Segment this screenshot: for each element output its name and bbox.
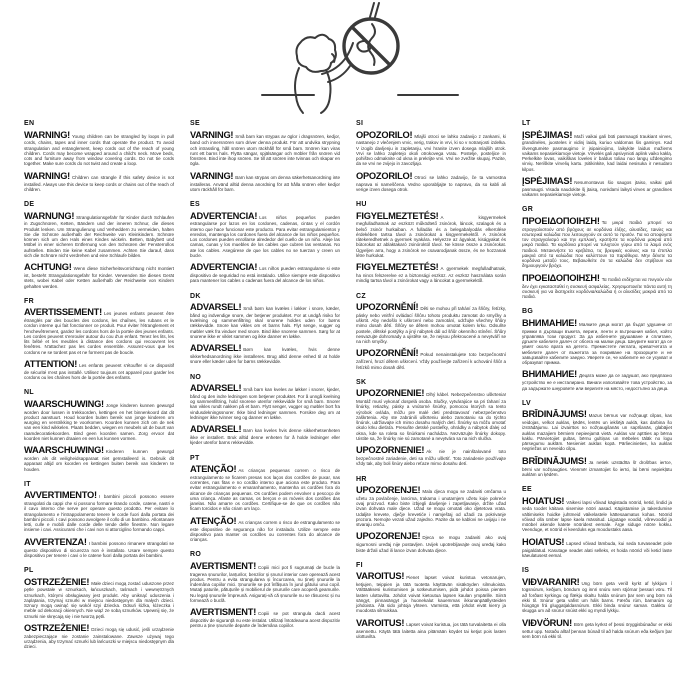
warning-paragraph xyxy=(190,464,340,512)
language-code: GR xyxy=(522,206,534,214)
warning-title: UPOZORENJE! xyxy=(356,531,421,542)
warning-text: As crianças pequenas correm o risco de estrangulamento se ficarem presas nos laços dos cordões de puxar, nas correntes, nas fitas e no cordão interno que aciona este produto. Para evitar estrangulamento e emaranhamento, mantenha os cordões fora do alcance de crianças pequenas. Os cordões podem envolver o pescoço de uma criança. Afaste as camas, os berços e os móveis dos cordões das janelas. Não amarre os cordões. Certifique-se de que os cordões não ficam torcidos e não criam um laço. xyxy=(190,468,340,512)
warning-paragraph xyxy=(522,618,672,639)
language-code: IS xyxy=(522,567,530,574)
warning-title: AVERTISSEMENT! xyxy=(24,307,102,318)
language-code: BG xyxy=(522,308,534,316)
child-cord-prohibition-illustration xyxy=(256,2,464,116)
warning-text: Små barn kan kveles av løkker i snorer, kjeder, bånd og den indre ledningen som betjener produktet. For å unngå kvelning og sammenfiltring, hold snorene utenfor rekkevidde for små barn. Snorer kan vikles rundt nakken på et barn. Flytt senger, vugger og møbler bort fra vindusdekningssnorer. Ikke bind ledninger sammen. Forsikre deg om at ledninger ikke tvinner seg og danner en løkke. xyxy=(190,387,340,420)
warning-text: Малките деца могат да бъдат удушени от примки в дърпащи въжета, вериги, ленти и вътрешния кабел, който управлява този продукт. За да избегнете удушаване и сплитане, дръжте кабелите далеч от обсега на малки деца. Шнурите могат да се увият около врата на детето. Преместете леглата, креватчетата и мебелите далеч от въжетата за покриване на прозорците и не завързвайте кабелите заедно. Уверете се, че кабелите не се усукват и образуват примка. xyxy=(522,321,672,366)
language-code: RO xyxy=(190,551,202,559)
column-2 xyxy=(190,120,340,638)
warning-title: ADVARSEL! xyxy=(190,343,242,354)
warning-title: ADVARSEL! xyxy=(190,302,242,312)
warning-text: Małe dzieci mogą zostać uduszone przez pętle powstałe w sznurkach, łańcuszkach, taśmach i wewnętrznych sznurkach, którymi obsługiwany jest produkt. Aby uniknąć uduszenia i zaplątania, trzymaj sznurki w miejscu niedostępnym dla małych dzieci. Sznury mogą owinąć się wokół szyi dziecka. Odsuń łóżka, łóżeczka i meble od dekoracji okiennych. Nie wiąż ze sobą sznurków. Upewnij się, że sznurki nie skręcają się i nie tworzą pętli. xyxy=(24,580,174,619)
warning-paragraph xyxy=(24,537,174,558)
language-code: DE xyxy=(24,201,35,208)
warning-text: Los niños pueden estrangularse si este dispositivo de seguridad no está instalado. Utilice siempre este dispositivo para mantener los cables o cadenas fuera del alcance de los niños. xyxy=(190,266,340,284)
section-se xyxy=(190,120,340,192)
warning-title: WARNING! xyxy=(24,129,71,140)
column-4 xyxy=(522,120,672,648)
section-it xyxy=(24,481,174,558)
warning-paragraph xyxy=(24,262,174,289)
warning-title: WARNUNG! xyxy=(24,210,75,221)
warning-text: Mazus bērnus var nožņaugt cilpas, kas veidojas, velkot auklas, ķēdēs, lentēs un iekšējā auklā, kas darbina šo izstrādājumu. Lai izvairītos no nožņaugšanās un sapīšanās, glabājiet auklas mazajiem bērniem nepieejamā vietā. Auklas var aptīties ap bērna kaklu. Pārvietojiet gultas, bērnu gultiņas un mēbeles tālāk no logu pārsegumu auklām. Nesieniet auklas kopā. Pārliecinieties, ka auklas negriežas un neveido cilpu. xyxy=(522,413,672,452)
section-fr xyxy=(24,298,174,381)
language-code: FI xyxy=(356,561,363,569)
column-1 xyxy=(24,120,174,659)
warning-paragraph xyxy=(356,445,506,466)
warning-text: Ak nie je nainštalované toto bezpečnostné zariadenie, deti sa môžu uškrtiť. Toto zariadenie používajte vždy tak, aby boli šnúry alebo reťaze mimo dosahu detí. xyxy=(356,449,506,467)
language-code: SK xyxy=(356,378,367,386)
warning-text: Mala djeca mogu se zadaviti omčama u užetu za povlačenje, lancima, trakama i unutarnjem užetu koje pokreće ovaj proizvod. Kako biste izbjegli davljenje i zapetljavanje, držite užad izvan dohvata male djece. Užad se mogu omotati oko djetetova vrata. Udaljite krevete, dječje krevetiće i namještaj od užadi za pokrivanje prozora. Nemojte vezati užad zajedno. Pazite da se kablovi ne uvijaju i ne stvaraju omču. xyxy=(356,489,506,528)
warning-text: Dzieci mogą się udusić, jeśli urządzenie zabezpieczające nie zostanie zainstalowane. Zawsze używaj tego urządzenia, aby trzymać sznurki lub łańcuszki w miejscu niedostępnym dla dzieci. xyxy=(24,626,174,650)
warning-title: UPOZORNENIE! xyxy=(356,388,425,399)
warning-title: ΠΡΟΕΙΔΟΠΟΙΗΣΗ! xyxy=(522,272,600,283)
section-nl xyxy=(24,389,174,472)
warning-paragraph xyxy=(24,577,174,619)
warning-title: UPOZORNĚNÍ! xyxy=(356,348,419,359)
warning-text: Lapsed võivad lämbuda, kui seda turvaseadet pole paigaldatud. Kasutage seadet alati selleks, et hoida nöörid või ketid laste käeulatusest eemal. xyxy=(522,540,672,558)
section-is xyxy=(522,567,672,639)
warning-paragraph xyxy=(24,130,174,167)
warning-title: WAARSCHUWING! xyxy=(24,445,104,456)
warning-text: Mlajši otroci se lahko zadavijo z zankami, ki nastanejo z vlečenjem vrvic, verig, trakov in vrvi, ki so v notranjosti izdelka. V izogib davljenju in zapletanju, vrvi hranite izven dosega mlajših otrok. Vrvi se lahko zapletejo okoli otrokovega vratu. Postelje, posteljice in pohištvo odmaknite od okna in prekrijte vrvi. Vrvi ne zvežite skupaj. Pazite, da se vrvi ne zvijejo in zavozljajo. xyxy=(356,133,506,167)
warning-title: ATENÇÃO! xyxy=(190,515,237,526)
warning-title: ĮSPĖJIMAS! xyxy=(522,129,573,140)
warning-title: ACHTUNG! xyxy=(24,262,72,273)
language-code: HR xyxy=(356,475,367,483)
warning-paragraph xyxy=(522,577,672,614)
warning-title: FIGYELMEZTETÉS! xyxy=(356,210,439,221)
warning-paragraph xyxy=(190,561,340,603)
column-3 xyxy=(356,120,506,648)
warning-title: AVVERTIMENTO! xyxy=(24,490,97,501)
warning-paragraph xyxy=(190,171,340,192)
warning-text: Djeca se mogu zadaviti ako ovaj sigurnosni uređaj nije postavljen. Uvijek upotrebljavajte ovaj uređaj kako biste držali užad ili lance izvan dohvata djece. xyxy=(356,535,506,553)
section-ee xyxy=(522,486,672,558)
warning-title: ADVARSEL! xyxy=(190,424,242,435)
warning-paragraph xyxy=(356,618,506,639)
warning-paragraph xyxy=(190,607,340,628)
warning-text: Los niños pequeños pueden estrangularse por lazos en los cordones, cadenas, cintas y el cordón interno que hace funcionar este producto. Para evitar estrangulamientos y enredos, mantenga los cordones fuera del alcance de los niños pequeños. Los cordones pueden enrollarse alrededor del cuello de un niño. Aleje las camas, cunas y los muebles de los cables que cubren las ventanas. No ate los cables. Asegúrese de que los cables no se tuerzan y creen un bucle. xyxy=(190,214,340,258)
child-head xyxy=(296,35,335,72)
warning-text: A kisgyermekek megfulladhatnak az eszközt működtető zsinórok, láncok, szalagok és a belső zsinór hurkaiban. A fulladás és a belegabalyodás elkerülése érdekében tartsa távol a zsinórokat a kisgyermekektől. A zsinórok rátekeredhetnek a gyermek nyakára. Helyezze az ágyakat, kiságyakat és bútorokat az ablaktakaró zsinóroktól távol. Ne kösse össze a zsinórokat. Ügyeljen arra, hogy a zsinórok ne csavarodjanak össze, és ne hozzanak létre hurkokat. xyxy=(356,214,506,258)
warning-text: Maži vaikai gali būti pasmaugti traukiant virves, grandinėles, juosteles ir vidinį laidą, kuriuo valdomas šis gaminys. Kad išvengtumėte pasmaugimo ir įsipainiojimo, laikykite laidus mažiems vaikams nepasiekiamoje vietoje. Virvelės gali apsivynioti aplink vaiko kaklą. Perkelkite lovas, vaikiškas loveles ir baldus toliau nuo langų uždengimo virvių. Neriškite virvelių kartu. Įsitikinkite, kad laidai nesisuka ir nesudaro kilpos. xyxy=(522,133,672,172)
warning-paragraph xyxy=(356,171,506,192)
warning-title: VARNING! xyxy=(190,170,234,181)
language-code: EN xyxy=(24,120,35,127)
warning-text: Otroci se lahko zadavijo, če ta varnostna naprava ni nameščena. Vedno uporabljajte to napravo, da so kabli ali verige izven dosega otrok. xyxy=(356,174,506,192)
warning-title: AVERTISMENT! xyxy=(190,607,257,618)
warning-text: Copiii mici pot fi sugrumați de bucle la tragerea șnururilor, lanțurilor, benzilor și șnurul interior care operează acest produs. Pentru a evita strangularea și încurcarea, nu țineți șnururile la îndemâna copiilor mici. Șnururile se pot înfășura în jurul gâtului unui copil. Mutați paturile, pătuțurile și mobilierul de șnururile care acoperă geamurile. Nu legați șnururile împreună. Asigurați-vă că șnururile nu se răsucesc și nu formează o buclă. xyxy=(190,564,340,603)
language-code: EE xyxy=(522,486,532,493)
warning-paragraph xyxy=(522,130,672,172)
section-fi xyxy=(356,562,506,639)
section-sk xyxy=(356,379,506,467)
warning-title: ATENÇÃO! xyxy=(190,464,237,474)
section-en xyxy=(24,120,174,192)
warning-text: Barn kan kveles hvis denne sikkerhetsenheten ikke er installert. Bruk alltid denne enheten for å holde ledninger eller kjeder utenfor barns rekkevidde. xyxy=(190,428,340,446)
warning-title: ĮSPĖJIMAS! xyxy=(522,175,573,186)
warning-text: Les jeunes enfants peuvent être étranglés par des boucles des cordons, les chaînes, les rubans et le cordon interne qui fait fonctionner ce produit. Pour éviter l'étranglement et l'enchevêtrement, gardez les cordons hors de la portée des jeunes enfants. Les cordes peuvent s'enrouler autour du cou d'un enfant. Tenez les lits, les lits bébé et les meubles à distance des cordons qui recouvrent les fenêtres. N'attachez pas les cordes ensemble. Assurez-vous que les cordons ne se tordent pas et ne forment pas de boucle. xyxy=(24,311,174,355)
language-code: PL xyxy=(24,567,34,574)
section-lt xyxy=(522,120,672,197)
language-code: SI xyxy=(356,120,364,127)
warning-text: Ja netiek uzstādīta šī drošības ierīce, bērni var nožņaugties. Vienmēr izmantojiet šo ierīci, lai bērni nepiekļūtu auklām un ķēdēm. xyxy=(522,459,672,477)
language-code: SE xyxy=(190,120,200,127)
language-code: HU xyxy=(356,201,367,208)
warning-title: UPOZORNĚNÍ! xyxy=(356,302,419,312)
warning-text: Ung börn geta verið kyrkt af lykkjum í togsnúrum, keðjum, böndum og innri snúru sem stjórnar þessari vöru. Til að forðast kyrkingu og flækju skaltu halda snúrum þar sem ung börn ná ekki til. Snúrur geta vafist um háls barns. Færðu rúm, barnarúm og húsgögn frá gluggatjaldasnúrum. Ekki binda snúrur saman. Gakktu úr skugga um að snúrur snúist ekki og myndi lykkju. xyxy=(522,580,672,614)
warning-paragraph xyxy=(190,130,340,167)
warning-title: ADVERTENCIA! xyxy=(190,262,258,273)
warning-title: WARNING! xyxy=(24,170,71,181)
warning-text: Copiii se pot strangula dacă acest dispozitiv de siguranță nu este instalat. Utilizați întotdeauna acest dispozitiv pentru a ține șnururile departe de îndemâna copiilor. xyxy=(190,611,340,629)
warning-text: Jonge kinderen kunnen gewurgd worden door lussen in trekkoorden, kettingen en het binnenkoord dat dit product aanstuurt. Houd koorden buiten bereik van jonge kinderen om wurging en verstrikking te voorkomen. Koorden kunnen zich om de nek van een kind wikkelen. Plaats bedden, wiegen en meubels uit de buurt van raamdecoratiekoorden. Bind geen koorden samen. Zorg ervoor dat koorden niet kunnen draaien en een lus kunnen vormen. xyxy=(24,402,174,441)
warning-paragraph xyxy=(356,571,506,613)
language-code: NO xyxy=(190,373,202,381)
warning-text: Små børn kan kvæles i løkker i snore, kæder, bånd og indvendige snore, der betjener produktet. For at undgå risiko for kvælning og sammenfiltring skal snorene holdes uden for børns rækkevidde. Snore kan vikles om et barns hals. Flyt senge, vugger og møbler væk fra vinduer med snore. Bind ikke snorene sammen. Sørg for at snorene ikke er viklet sammen og ikke danner en løkke. xyxy=(190,306,340,339)
warning-title: ВНИМАНИЕ! xyxy=(522,317,578,328)
warning-title: VARNING! xyxy=(190,129,234,140)
warning-title: HOIATUS! xyxy=(522,495,565,506)
child-body xyxy=(295,68,331,113)
warning-title: VAROITUS! xyxy=(356,617,405,628)
warning-paragraph xyxy=(356,211,506,259)
section-de xyxy=(24,201,174,289)
warning-text: Lapset voivat kuristua, jos tätä turvalaitetta ei olla asennettu. Käytä tätä laitetta aina pitämään köydet tai ketjut pois lasten ulottuvilta. xyxy=(356,621,506,639)
language-code: LT xyxy=(522,120,531,127)
warning-paragraph xyxy=(356,302,506,344)
section-hr xyxy=(356,476,506,553)
warning-paragraph xyxy=(356,262,506,283)
warning-paragraph xyxy=(190,516,340,543)
warning-text: I bambini possono rimanere strangolati se questo dispositivo di sicurezza non è installato. Usare sempre questo dispositivo per tenere i cavi o le catene fuori dalla portata dei bambini. xyxy=(24,540,174,558)
section-dk xyxy=(190,293,340,365)
warning-title: WAARSCHUWING! xyxy=(24,398,104,409)
warning-text: Les enfants peuvent s'étouffer si ce dispositif de sécurité n'est pas installé. Utilisez toujours cet appareil pour garder les cordons ou les chaînes hors de la portée des enfants. xyxy=(24,362,174,380)
warning-paragraph xyxy=(522,318,672,366)
warning-paragraph xyxy=(24,171,174,192)
warning-text: Väikesi lapsi võivad kägistada nöörid, ketid, lindid ja seda toodet käitava sisemise nööri aasad. Kägistamise ja takerdumise vältimiseks hoidke juhtmeid väikelastele kättesaamatus kohas. Nöörid võivad olla ümber lapse kaela mässitud. Liigutage voodid, võrevoodid ja mööbel akende katete nööridest eemale. Ärge siduge nööre kokku. Veenduge, et nöörid ei keerduks ega moodustaks aasa. xyxy=(522,499,672,533)
warning-title: ΠΡΟΕΙΔΟΠΟΙΗΣΗ! xyxy=(522,215,600,226)
warning-paragraph xyxy=(24,490,174,532)
language-code: CZ xyxy=(356,292,366,300)
warning-paragraph xyxy=(190,343,340,364)
warning-title: BRĪDINĀJUMS! xyxy=(522,409,587,420)
warning-title: UPOZORENJE! xyxy=(356,485,421,495)
warning-text: Nesumontavus šio saugos įtaiso, vaikai gali pasmaugti. Visada naudokite šį įtaisą, norėdami laikyti virves ar grandines vaikams nepasiekiamoje vietoje. xyxy=(522,179,672,197)
warning-title: ADVERTENCIA! xyxy=(190,210,258,221)
warning-text: As crianças correm o risco de estrangulamento se este dispositivo de segurança não for instalado. Utilize sempre este dispositivo para manter os cordões ou correntes fora do alcance de crianças. xyxy=(190,519,340,542)
warning-paragraph xyxy=(24,623,174,650)
warning-title: OPOZORILO! xyxy=(356,129,413,140)
warning-text: Strangulationsgefahr für Kinder durch Schlaufen in Zugschnüren, Ketten, Bändern und der inneren Schnur, die dieses Produkt lenken. Um Strangulierung und Verheddern zu vermeiden, halten Sie die Schnüre außerhalb der Reichweite von Kleinkindern. Schnüre können sich um den Hals eines Kindes wickeln. Betten, Babybett und Möbel in einer sicheren Entfernung von den Schnüren der Fensterrollos aufstellen. Binden Sie keine Kabel zusammen. Achten Sie darauf, dass sich die Schnüre nicht verdrehen und eine Schlaufe bilden. xyxy=(24,214,174,258)
section-es xyxy=(190,201,340,284)
language-code: PT xyxy=(190,454,200,462)
warning-title: VIÐVARANIR! xyxy=(522,576,580,587)
warning-paragraph xyxy=(190,383,340,420)
warning-paragraph xyxy=(522,273,672,300)
section-lv xyxy=(522,400,672,477)
warning-text: Děti se mohou při tahání za šňůry, řetízky, pásky nebo vnitřní ovládací šňůru tohoto produktu zamotat do smyčky a uškrtit. Aby nedošlo k uškrcení nebo zamotání, udržujte všechny šňůry mimo dosah dětí. Šňůry se dětem mohou omotat kolem krku. Odsuňte postele, dětské postýlky a jiný nábytek dál od šňůr okenního stínění. Šňůry nesvazujte dohromady a ujistěte se, že nejsou překroucené a nevytváří se na nich smyčky. xyxy=(356,306,506,345)
warning-title: OSTRZEŻENIE! xyxy=(24,576,90,587)
warning-paragraph xyxy=(522,496,672,533)
warning-title: OPOZORILO! xyxy=(356,170,413,181)
warning-title: BRĪDINĀJUMS! xyxy=(522,455,587,466)
warning-title: VAROITUS! xyxy=(356,571,405,582)
warning-title: ADVARSEL! xyxy=(190,383,242,393)
warning-text: Dlhý kábel. Nebezpečenstvo uškrtenia! Montáž musí vykonať dospelá osoba. Slučky, vytvárajúce sa pri ťahaní za šnúrky, retiazky, pásky a vnútorné šnúrky, pomocou ktorých sa tento výrobok ovláda, môžu pre malé deti predstavovať nebezpečenstvo zaškrtenia. Aby ste zabránili uškrteniu alebo zamotaniu sa do týchto šnúrok, udržiavajte ich mimo dosahu malých detí. Šnúrky sa môžu omotať okolo krku dieťaťa. Presuňte detské postieľky, ohrádky a nábytok ďalej od okna, kde sa roleta so šnúrkami nachádza. Nezväzujte šnúrky dokopy. Uistite sa, že šnúrky nie sú zamotané a nevytvára sa na nich slučka. xyxy=(356,392,506,441)
warning-title: OSTRZEŻENIE! xyxy=(24,622,90,633)
warning-paragraph xyxy=(356,130,506,167)
section-si xyxy=(356,120,506,192)
warning-text: Children can strangle if this safety device is not installed. Always use this device to keep cords or chains out of the reach of children. xyxy=(24,174,174,192)
language-code: LV xyxy=(522,399,532,407)
cord xyxy=(370,3,379,17)
section-gr xyxy=(522,206,672,299)
warning-text: Young children can be strangled by loops in pull cords, chains, tapes and inner cords that operate the product. To avoid strangulation and entanglement, keep cords out of the reach of young children. Cords may become wrapped around a child's neck. Move beds, cots and furniture away from window covering cords. Do not tie cords together. Make sure cords do not twist and create a loop. xyxy=(24,133,174,167)
warning-text: Pienet lapset voivat kuristua vetonarujen, ketjujen, teippien ja tätä tuotetta käyttävän sisäköyden silmukoista. Välttääksesi kuristumisen ja sotkeutumisen, pidä johdot poissa pienten lasten ulottuvilta. Johdot voivat kietoutua lapsen kaulan ympärille. Siirrä sängyt, pinnasängyt ja huonekalut kauemmas ikkunanpäällysteiden johdoista. Älä sido johtoja yhteen. Varmista, että johdot eivät kierry ja muodosta silmukkaa. xyxy=(356,575,506,614)
warning-title: AVVERTENZA! xyxy=(24,536,87,547)
warning-text: A gyermekek megfulladhatnak, ha nincs felszerelve ez a biztonsági eszköz. Az eszköz használata során mindig tartsa távol a zsinórokat vagy a láncokat a gyermekektől. xyxy=(356,266,506,284)
warning-text: Τα μικρά παιδιά μπορεί να στραγγαλιστούν από βρόχους σε κορδόνια έλξης, αλυσίδες, ταινίες και εσωτερικά καλώδια που λειτουργούν σε αυτό το προϊόν. Για να αποφύγετε τον στραγγαλισμό και την εμπλοκή, κρατήστε τα κορδόνια μακριά από μικρά παιδιά. Τα κορδόνια μπορεί να τυλιχτούν γύρω από το λαιμό ενός παιδιού. Μετακινήστε τα κρεβάτια, τις βρεφικές κούνιες και τα έπιπλα μακριά από τα καλώδια που καλύπτουν τα παράθυρα. Μην δένετε τα κορδόνια μεταξύ τους. Βεβαιωθείτε ότι τα καλώδια δεν στρίβουν και δημιουργούν βρόχο. xyxy=(522,219,672,269)
warning-text: Wenn diese Sicherheitsvorrichtung nicht montiert ist, besteht Strangulationsgefahr für Kinder. Verwenden Sie dieses Gerät stets, wobei Kabel oder Ketten außerhalb der Reichweite von Kindern gehalten werden. xyxy=(24,266,174,289)
warning-paragraph xyxy=(190,424,340,445)
warning-text: Децата може да се задушат, ако предпазно устройство не е инсталирано. Винаги използвайте това устройство, за да задържате шнуровете или веригите на място, недостъпно за деца. xyxy=(522,373,672,391)
warning-title: UPOZORNENIE! xyxy=(356,445,425,456)
warning-paragraph xyxy=(190,302,340,339)
section-ro xyxy=(190,551,340,628)
language-code: DK xyxy=(190,292,201,300)
warning-paragraph xyxy=(522,176,672,197)
warning-title: FIGYELMEZTETÉS! xyxy=(356,262,439,273)
warning-paragraph xyxy=(522,456,672,477)
warning-paragraph xyxy=(190,262,340,283)
warning-paragraph xyxy=(24,399,174,441)
warning-text: Pokud nenainstalujete toto bezpečnostní zařízení, hrozí dětem uškrcení. Vždy používejte zařízení k uchování šňůr a řetízků mimo dosah dětí. xyxy=(356,352,506,370)
warning-paragraph xyxy=(24,211,174,259)
warning-paragraph xyxy=(522,216,672,269)
warning-text: Små barn kan strypas av öglor i dragsnören, kedjor, band och innersnören som driver denna produkt. För att undvika strypning och intrassling, håll snören utom räckhåll för små barn. Snören kan viras runt ett barns hals. Flytta sängar, spjälsängar och möbler från snören vid fönstren. Bind inte ihop snören. Se till att snören inte tvinnas och skapar en ögla. xyxy=(190,133,340,167)
warning-paragraph xyxy=(522,369,672,390)
warning-text: Börn geta kyrkst ef þessi öryggisbúnaður er ekki settur upp. Notaðu alltaf þennan búnað til að halda snúrum eða keðjum þar sem börn ná ekki til. xyxy=(522,621,672,639)
warning-title: ВНИМАНИЕ! xyxy=(522,369,578,380)
warning-text: Børn kan kvæles, hvis denne sikkerhedsanordning ikke installeres. Brug altid denne enhed til at holde snore eller kæder uden for børns rækkevidde. xyxy=(190,347,340,365)
columns xyxy=(24,120,690,659)
warning-paragraph xyxy=(522,537,672,558)
warning-title: HOIATUS! xyxy=(522,536,565,547)
warning-title: VIÐVÖRUN! xyxy=(522,617,572,628)
warning-paragraph xyxy=(356,531,506,552)
section-hu xyxy=(356,201,506,284)
warning-text: Kinderen kunnen gewurgd worden als dit veiligheidsapparaat niet geïnstalleerd is. Gebruik dit apparaat altijd om koorden en kettingen buiten bereik van kinderen te houden. xyxy=(24,449,174,472)
section-pt xyxy=(190,455,340,543)
warning-title: ATTENTION! xyxy=(24,358,78,369)
language-code: ES xyxy=(190,201,200,208)
language-code: FR xyxy=(24,297,34,305)
language-code: IT xyxy=(24,480,31,488)
warning-paragraph xyxy=(356,485,506,527)
warning-text: I bambini piccoli possono essere strangolati da cappi che si possono formare tirando corde, catene, nastri e il cavo interno che serve per operare questo prodotto. Per evitare lo strangolamento e l'intrappolamento tenere le corde fuori dalla portata dei bambini piccoli. I cavi possono avvolgere il collo di un bambino. Allontanare letti, culle e mobili dalle corde delle tende delle finestre. Non legare insieme i cavi. Assicurarsi che i cavi non si attorciglino formando cappi. xyxy=(24,494,174,533)
warning-text: Barn kan strypas om denna säkerhetsanordning inte installeras. Använd alltid denna anordning för att hålla snören eller kedjor utom räckhåll för barn. xyxy=(190,174,340,192)
warning-paragraph xyxy=(356,348,506,369)
section-pl xyxy=(24,567,174,650)
warning-paragraph xyxy=(24,445,174,472)
warning-paragraph xyxy=(190,211,340,259)
warning-paragraph xyxy=(522,409,672,451)
warning-paragraph xyxy=(24,359,174,380)
section-bg xyxy=(522,308,672,391)
warning-text: Τα παιδιά ενδέχεται να πνιγούν εάν δεν έχει εγκατασταθεί η συσκευή ασφαλείας. Χρησιμοποιείτε πάντα αυτή τη συσκευή για να διατηρείτε κορδόνια/καλώδια ή οι αλυσίδες μακριά από τα παιδιά. xyxy=(522,276,672,299)
language-code: NL xyxy=(24,389,34,397)
warning-paragraph xyxy=(356,388,506,441)
section-cz xyxy=(356,293,506,370)
warning-paragraph xyxy=(24,307,174,355)
section-no xyxy=(190,374,340,446)
warning-title: AVERTISMENT! xyxy=(190,560,257,571)
